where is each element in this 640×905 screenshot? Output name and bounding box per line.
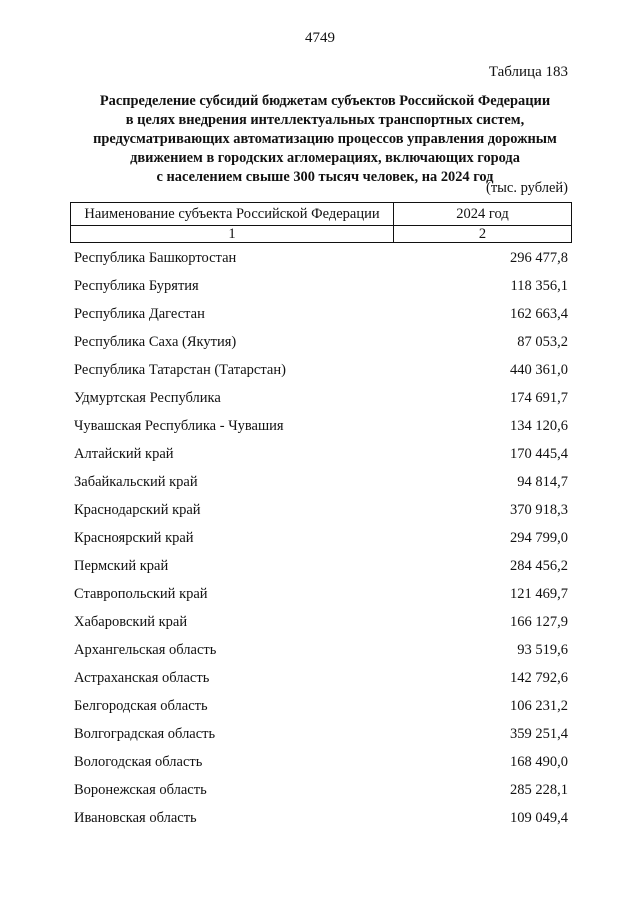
subsidy-value: 118 356,1 xyxy=(510,278,568,294)
subject-name: Республика Татарстан (Татарстан) xyxy=(74,362,286,378)
table-row xyxy=(74,720,568,748)
subsidy-value: 170 445,4 xyxy=(510,446,568,462)
subject-name: Ивановская область xyxy=(74,810,197,826)
table-row xyxy=(74,748,568,776)
subsidy-value: 174 691,7 xyxy=(510,390,568,406)
table-row xyxy=(74,272,568,300)
table-row xyxy=(74,328,568,356)
subject-name: Пермский край xyxy=(74,558,169,574)
title-line: с населением свыше 300 тысяч человек, на 2024 год xyxy=(156,169,494,185)
table-body xyxy=(74,244,568,832)
table-row xyxy=(74,776,568,804)
column-number-2: 2 xyxy=(394,226,572,243)
subject-name: Удмуртская Республика xyxy=(74,390,221,406)
header-year: 2024 год xyxy=(394,203,572,226)
title-line: в целях внедрения интеллектуальных транспортных систем, xyxy=(125,112,525,128)
subject-name: Краснодарский край xyxy=(74,502,201,518)
subsidy-value: 87 053,2 xyxy=(517,334,568,350)
subject-name: Волгоградская область xyxy=(74,726,216,742)
table-label: Таблица 183 xyxy=(488,64,568,80)
subsidy-value: 162 663,4 xyxy=(510,306,568,322)
table-row xyxy=(74,244,568,272)
units-label: (тыс. рублей) xyxy=(486,180,568,196)
table-row xyxy=(74,440,568,468)
title-line: Распределение субсидий бюджетам субъектов Российской Федерации xyxy=(99,93,551,109)
subsidy-value: 370 918,3 xyxy=(510,502,568,518)
subsidy-value: 296 477,8 xyxy=(510,250,568,266)
column-number-row xyxy=(71,226,572,243)
subject-name: Красноярский край xyxy=(74,530,194,546)
subject-name: Республика Башкортостан xyxy=(74,250,237,266)
table-row xyxy=(74,524,568,552)
header-row xyxy=(71,203,572,226)
subject-name: Архангельская область xyxy=(74,642,217,658)
subsidy-value: 109 049,4 xyxy=(510,810,568,826)
table-row xyxy=(74,384,568,412)
table-row xyxy=(74,356,568,384)
title-line: предусматривающих автоматизацию процессов управления дорожным xyxy=(93,131,557,147)
subject-name: Воронежская область xyxy=(74,782,207,798)
table-row xyxy=(74,468,568,496)
subsidy-value: 166 127,9 xyxy=(510,614,568,630)
subsidy-value: 168 490,0 xyxy=(510,754,568,770)
title-line: движением в городских агломерациях, включающих города xyxy=(130,150,520,166)
subsidy-value: 93 519,6 xyxy=(517,642,568,658)
document-title xyxy=(70,92,580,187)
table-row xyxy=(74,300,568,328)
column-number-1: 1 xyxy=(71,226,394,243)
subject-name: Хабаровский край xyxy=(74,614,188,630)
subject-name: Республика Бурятия xyxy=(74,278,199,294)
subsidy-value: 440 361,0 xyxy=(510,362,568,378)
table-row xyxy=(74,608,568,636)
subsidy-value: 106 231,2 xyxy=(510,698,568,714)
table-row xyxy=(74,552,568,580)
subsidy-value: 94 814,7 xyxy=(517,474,568,490)
subject-name: Ставропольский край xyxy=(74,586,208,602)
subject-name: Забайкальский край xyxy=(74,474,198,490)
subsidy-value: 285 228,1 xyxy=(510,782,568,798)
table-header xyxy=(70,202,572,243)
table-row xyxy=(74,664,568,692)
table-row xyxy=(74,804,568,832)
subsidy-value: 359 251,4 xyxy=(510,726,568,742)
table-row xyxy=(74,692,568,720)
subsidy-value: 134 120,6 xyxy=(510,418,568,434)
subject-name: Республика Дагестан xyxy=(74,306,205,322)
subsidy-value: 121 469,7 xyxy=(510,586,568,602)
subject-name: Республика Саха (Якутия) xyxy=(74,334,237,350)
table-row xyxy=(74,636,568,664)
table-row xyxy=(74,412,568,440)
table-row xyxy=(74,496,568,524)
table-row xyxy=(74,580,568,608)
subsidy-value: 284 456,2 xyxy=(510,558,568,574)
subject-name: Белгородская область xyxy=(74,698,208,714)
subsidy-value: 294 799,0 xyxy=(510,530,568,546)
subject-name: Чувашская Республика - Чувашия xyxy=(74,418,284,434)
page-number: 4749 xyxy=(305,30,335,46)
subject-name: Астраханская область xyxy=(74,670,210,686)
header-subject-name: Наименование субъекта Российской Федерации xyxy=(71,203,394,226)
subject-name: Вологодская область xyxy=(74,754,203,770)
subject-name: Алтайский край xyxy=(74,446,174,462)
subsidy-value: 142 792,6 xyxy=(510,670,568,686)
